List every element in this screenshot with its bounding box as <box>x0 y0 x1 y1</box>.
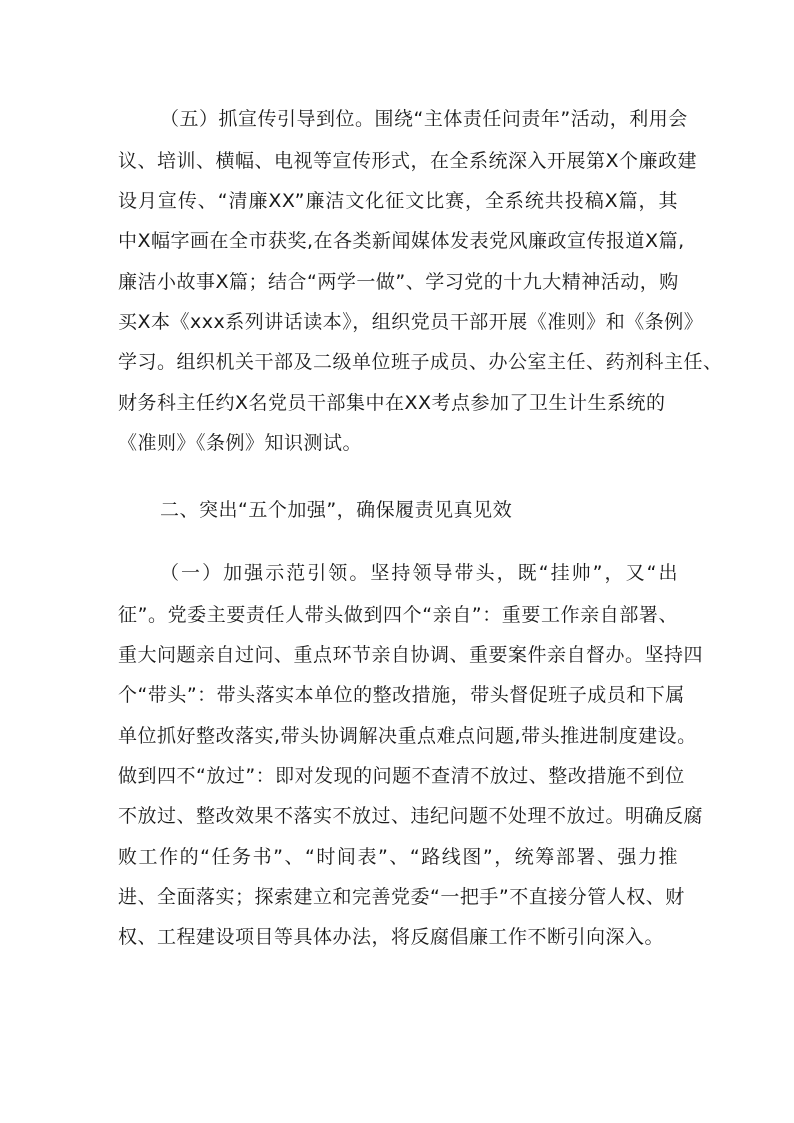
text-line: 设月宣传、“清廉XX”廉洁文化征文比赛，全系统共投稿X篇，其 <box>118 190 678 212</box>
section-heading: 二、突出“五个加强”，确保履责见真见效 <box>160 499 513 521</box>
text-line: 败工作的“任务书”、“时间表”、“路线图”，统筹部署、强力推 <box>118 846 678 868</box>
text-line: 单位抓好整改落实,带头协调解决重点难点问题,带头推进制度建设。 <box>118 725 697 747</box>
text-line: 权、工程建设项目等具体办法，将反腐倡廉工作不断引向深入。 <box>118 926 665 948</box>
text-line: 做到四不“放过”：即对发现的问题不查清不放过、整改措施不到位 <box>118 765 685 787</box>
text-line: 重大问题亲自过问、重点环节亲自协调、重要案件亲自督办。坚持四 <box>118 644 704 666</box>
text-line: 议、培训、横幅、电视等宣传形式，在全系统深入开展第X个廉政建 <box>118 150 698 172</box>
text-line: 中X幅字画在全市获奖,在各类新闻媒体发表党风廉政宣传报道X篇, <box>118 230 685 252</box>
text-line: 不放过、整改效果不落实不放过、违纪问题不处理不放过。明确反腐 <box>118 805 704 827</box>
text-line: 《准则》《条例》知识测试。 <box>118 432 363 454</box>
text-line: 个“带头”：带头落实本单位的整改措施，带头督促班子成员和下属 <box>118 684 685 706</box>
text-line: 财务科主任约X名党员干部集中在XX考点参加了卫生计生系统的 <box>118 392 666 414</box>
text-line: 买X本《xxx系列讲话读本》，组织党员干部开展《准则》和《条例》 <box>118 311 704 333</box>
text-line: （五）抓宣传引导到位。围绕“主体责任问责年”活动，利用会 <box>160 108 688 130</box>
text-line: 征”。党委主要责任人带头做到四个“亲自”：重要工作亲自部署、 <box>118 604 678 626</box>
text-line: 进、全面落实；探索建立和完善党委“一把手”不直接分管人权、财 <box>118 886 685 908</box>
text-line: （一）加强示范引领。坚持领导带头，既“挂帅”，又“出 <box>160 562 678 584</box>
text-line: 廉洁小故事X篇；结合“两学一做”、学习党的十九大精神活动，购 <box>118 271 679 293</box>
text-line: 学习。组织机关干部及二级单位班子成员、办公室主任、药剂科主任、 <box>118 351 723 373</box>
